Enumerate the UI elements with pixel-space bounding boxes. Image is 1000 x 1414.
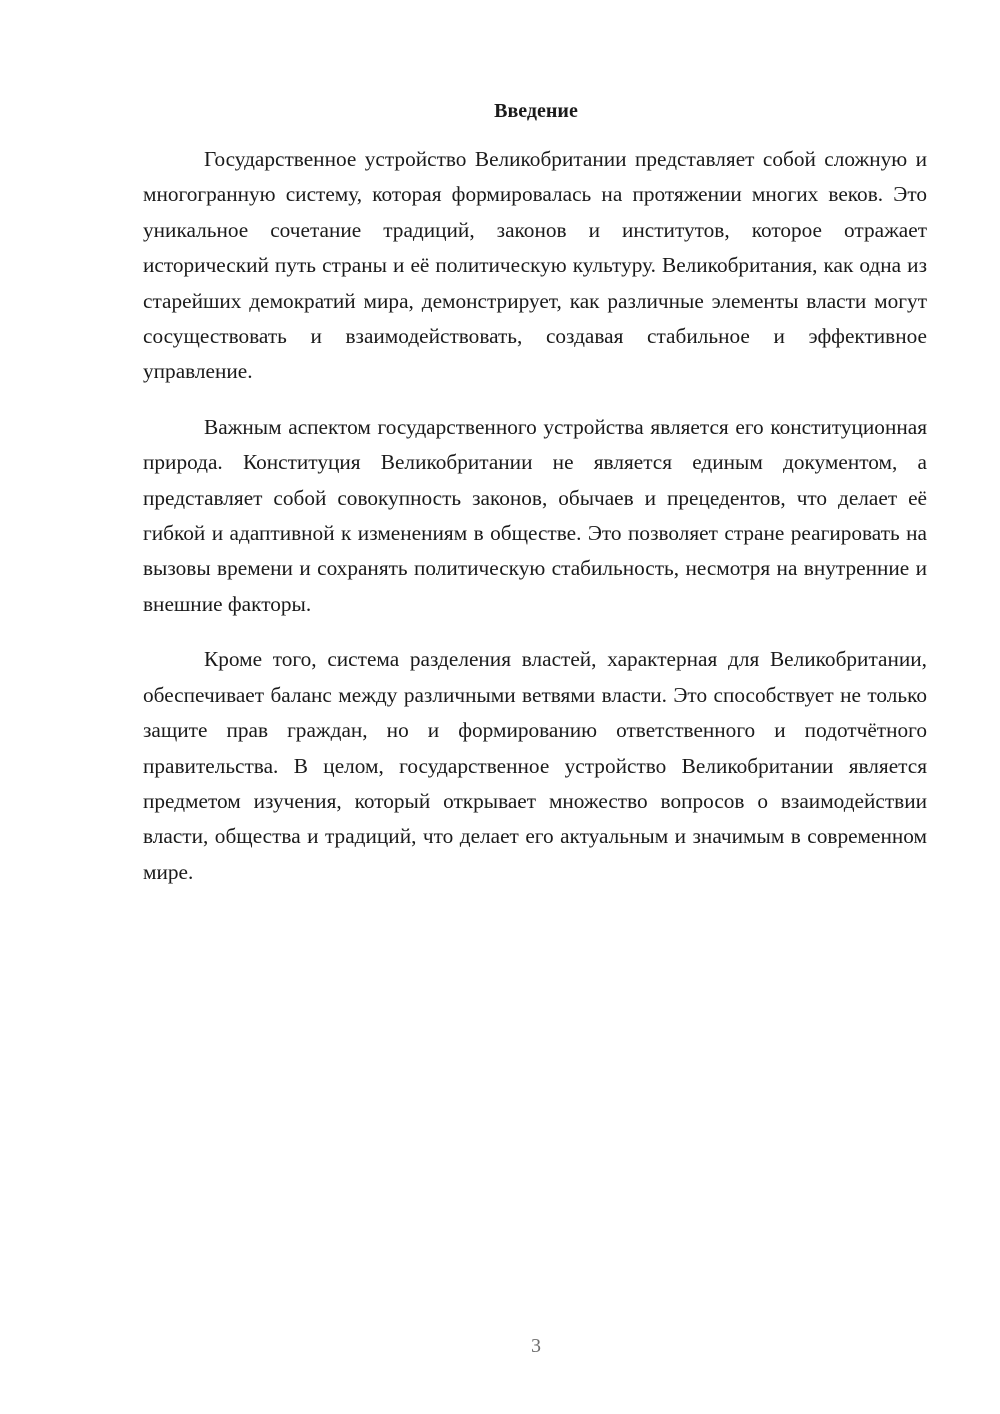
page-number: 3	[531, 1335, 541, 1357]
document-body	[143, 142, 927, 910]
paragraph-1: Государственное устройство Великобритании представляет собой сложную и многогранную систему, которая формировалась на протяжении многих веков. Это уникальное сочетание традиций, законов и институтов, которое отражает исторический путь страны и её политическую культуру. Великобритания, как одна из старейших демократий мира, демонстрирует, как различные элементы власти могут сосуществовать и взаимодействовать, создавая стабильное и эффективное управление.	[143, 147, 927, 384]
paragraph-2: Важным аспектом государственного устройства является его конституционная природа. Конституция Великобритании не является единым документом, а представляет собой совокупность законов, обычаев и прецедентов, что делает её гибкой и адаптивной к изменениям в обществе. Это позволяет стране реагировать на вызовы времени и сохранять политическую стабильность, несмотря на внутренние и внешние факторы.	[143, 414, 927, 616]
paragraph-3: Кроме того, система разделения властей, характерная для Великобритании, обеспечивает баланс между различными ветвями власти. Это способствует не только защите прав граждан, но и формированию ответственного и подотчётного правительства. В целом, государственное устройство Великобритании является предметом изучения, который открывает множество вопросов о взаимодействии власти, общества и традиций, что делает его актуальным и значимым в современном мире.	[143, 647, 927, 884]
page-title: Введение	[494, 100, 578, 122]
